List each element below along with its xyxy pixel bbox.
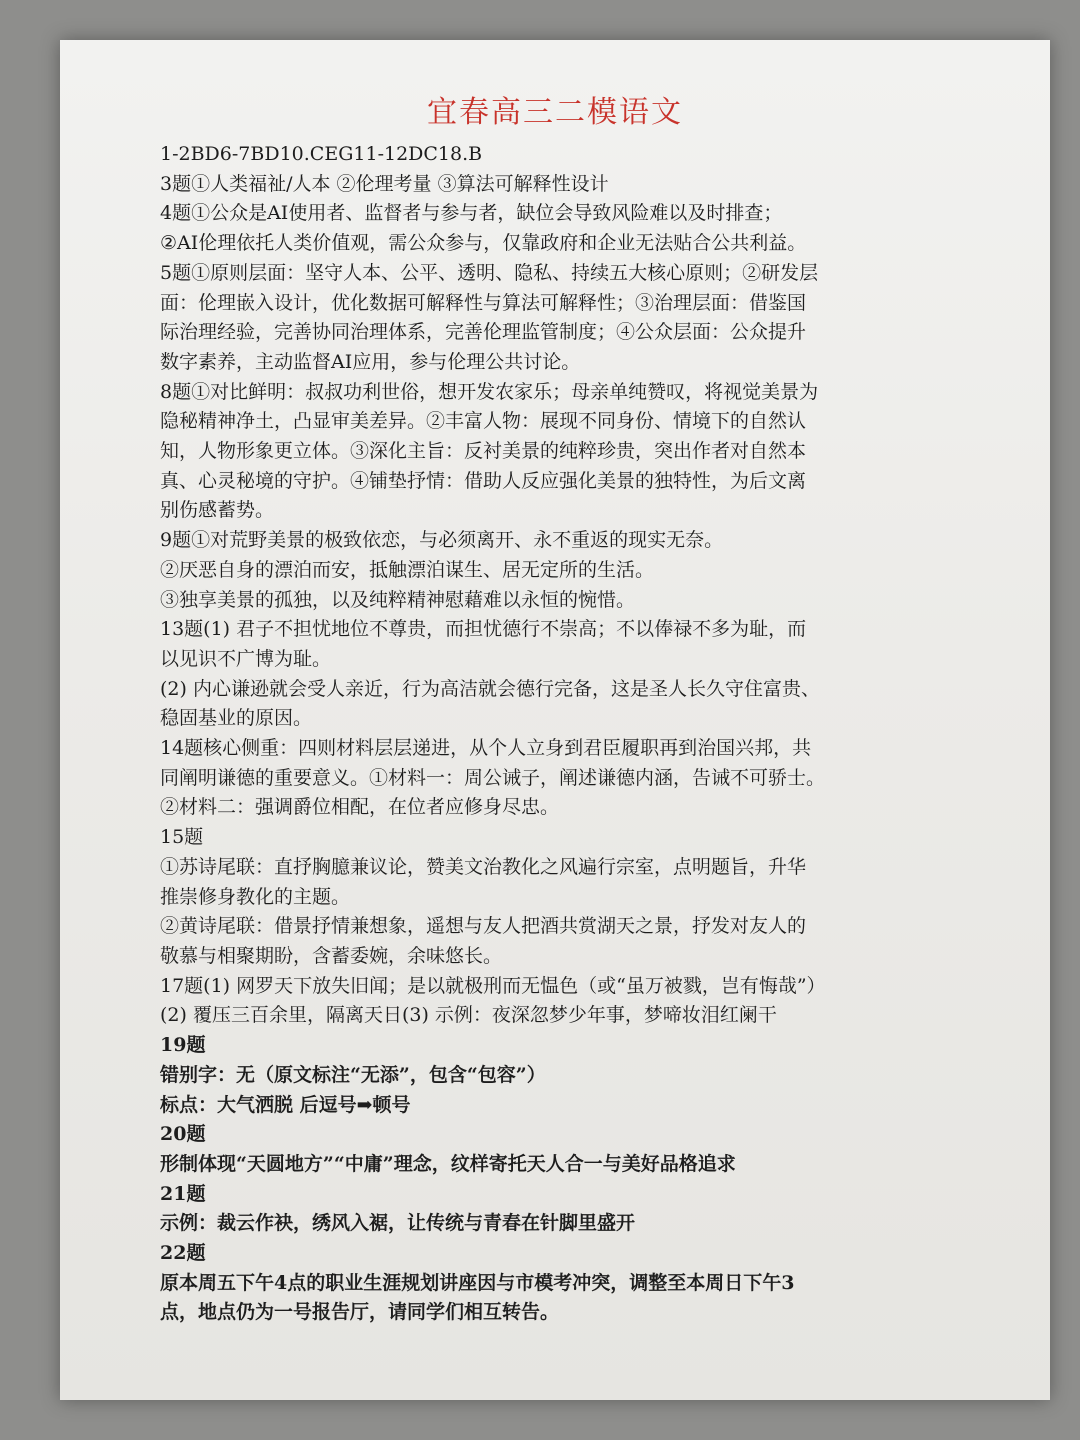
answer-line: ①苏诗尾联：直抒胸臆兼议论，赞美文治教化之风遍行宗室，点明题旨，升华 xyxy=(160,855,807,878)
answer-line: 4题①公众是AI使用者、监督者与参与者，缺位会导致风险难以及时排查； xyxy=(160,202,783,225)
answer-line: 19题 xyxy=(160,1034,206,1057)
answer-line: 标点：大气洒脱 后逗号➡顿号 xyxy=(160,1093,411,1116)
answer-line: 以见识不广博为耻。 xyxy=(160,647,332,670)
answer-line: 17题(1) 网罗天下放失旧闻；是以就极刑而无愠色（或“虽万被戮，岂有悔哉”） xyxy=(160,974,826,997)
answer-line: 20题 xyxy=(160,1123,206,1146)
answer-sheet xyxy=(60,40,1050,1400)
answer-line: 22题 xyxy=(160,1242,206,1265)
answer-list xyxy=(160,140,930,1328)
answer-line: 敬慕与相聚期盼，含蓄委婉，余味悠长。 xyxy=(160,944,503,967)
answer-line: 5题①原则层面：坚守人本、公平、透明、隐私、持续五大核心原则；②研发层 xyxy=(160,261,819,284)
answer-line: 21题 xyxy=(160,1182,206,1205)
answer-line: 9题①对荒野美景的极致依恋，与必须离开、永不重返的现实无奈。 xyxy=(160,529,724,552)
answer-line: 3题①人类福祉/人本 ②伦理考量 ③算法可解释性设计 xyxy=(160,172,609,195)
answer-line: 知，人物形象更立体。③深化主旨：反衬美景的纯粹珍贵，突出作者对自然本 xyxy=(160,440,807,463)
answer-line: ②黄诗尾联：借景抒情兼想象，遥想与友人把酒共赏湖天之景，抒发对友人的 xyxy=(160,915,807,938)
answer-line: 真、心灵秘境的守护。④铺垫抒情：借助人反应强化美景的独特性，为后文离 xyxy=(160,469,807,492)
answer-line: 原本周五下午4点的职业生涯规划讲座因与市模考冲突，调整至本周日下午3 xyxy=(160,1271,795,1294)
answer-line: 同阐明谦德的重要意义。①材料一：周公诫子，阐述谦德内涵，告诫不可骄士。 xyxy=(160,766,826,789)
answer-line: ②厌恶自身的漂泊而安，抵触漂泊谋生、居无定所的生活。 xyxy=(160,558,655,581)
answer-line: 错别字：无（原文标注“无添”，包含“包容”） xyxy=(160,1063,546,1086)
page-title: 宜春高三二模语文 xyxy=(427,95,683,130)
answer-line: (2) 覆压三百余里，隔离天日(3) 示例：夜深忽梦少年事，梦啼妆泪红阑干 xyxy=(160,1004,777,1027)
answer-line: 推崇修身教化的主题。 xyxy=(160,885,351,908)
answer-line: ②材料二：强调爵位相配，在位者应修身尽忠。 xyxy=(160,796,560,819)
answer-line: 1-2BD6-7BD10.CEG11-12DC18.B xyxy=(160,143,483,165)
answer-line: 14题核心侧重：四则材料层层递进，从个人立身到君臣履职再到治国兴邦，共 xyxy=(160,737,812,760)
answer-line: 隐秘精神净土，凸显审美差异。②丰富人物：展现不同身份、情境下的自然认 xyxy=(160,410,807,433)
answer-line: 别伤感蓄势。 xyxy=(160,499,275,522)
answer-line: (2) 内心谦逊就会受人亲近，行为高洁就会德行完备，这是圣人长久守住富贵、 xyxy=(160,677,820,700)
answer-line: 示例：裁云作袂，绣风入裾，让传统与青春在针脚里盛开 xyxy=(160,1212,636,1235)
answer-line: ②AI伦理依托人类价值观，需公众参与，仅靠政府和企业无法贴合公共利益。 xyxy=(160,232,807,255)
answer-line: ③独享美景的孤独，以及纯粹精神慰藉难以永恒的惋惜。 xyxy=(160,588,636,611)
answer-line: 15题 xyxy=(160,826,204,849)
answer-line: 稳固基业的原因。 xyxy=(160,707,313,730)
answer-line: 8题①对比鲜明：叔叔功利世俗，想开发农家乐；母亲单纯赞叹，将视觉美景为 xyxy=(160,380,819,403)
answer-line: 形制体现“天圆地方”“中庸”理念，纹样寄托天人合一与美好品格追求 xyxy=(160,1152,736,1175)
answer-line: 际治理经验，完善协同治理体系，完善伦理监管制度；④公众层面：公众提升 xyxy=(160,321,807,344)
answer-line: 面：伦理嵌入设计，优化数据可解释性与算法可解释性；③治理层面：借鉴国 xyxy=(160,291,807,314)
answer-line: 点，地点仍为一号报告厅，请同学们相互转告。 xyxy=(160,1301,560,1324)
answer-line: 数字素养，主动监督AI应用，参与伦理公共讨论。 xyxy=(160,350,581,373)
answer-line: 13题(1) 君子不担忧地位不尊贵，而担忧德行不崇高；不以俸禄不多为耻，而 xyxy=(160,618,807,641)
